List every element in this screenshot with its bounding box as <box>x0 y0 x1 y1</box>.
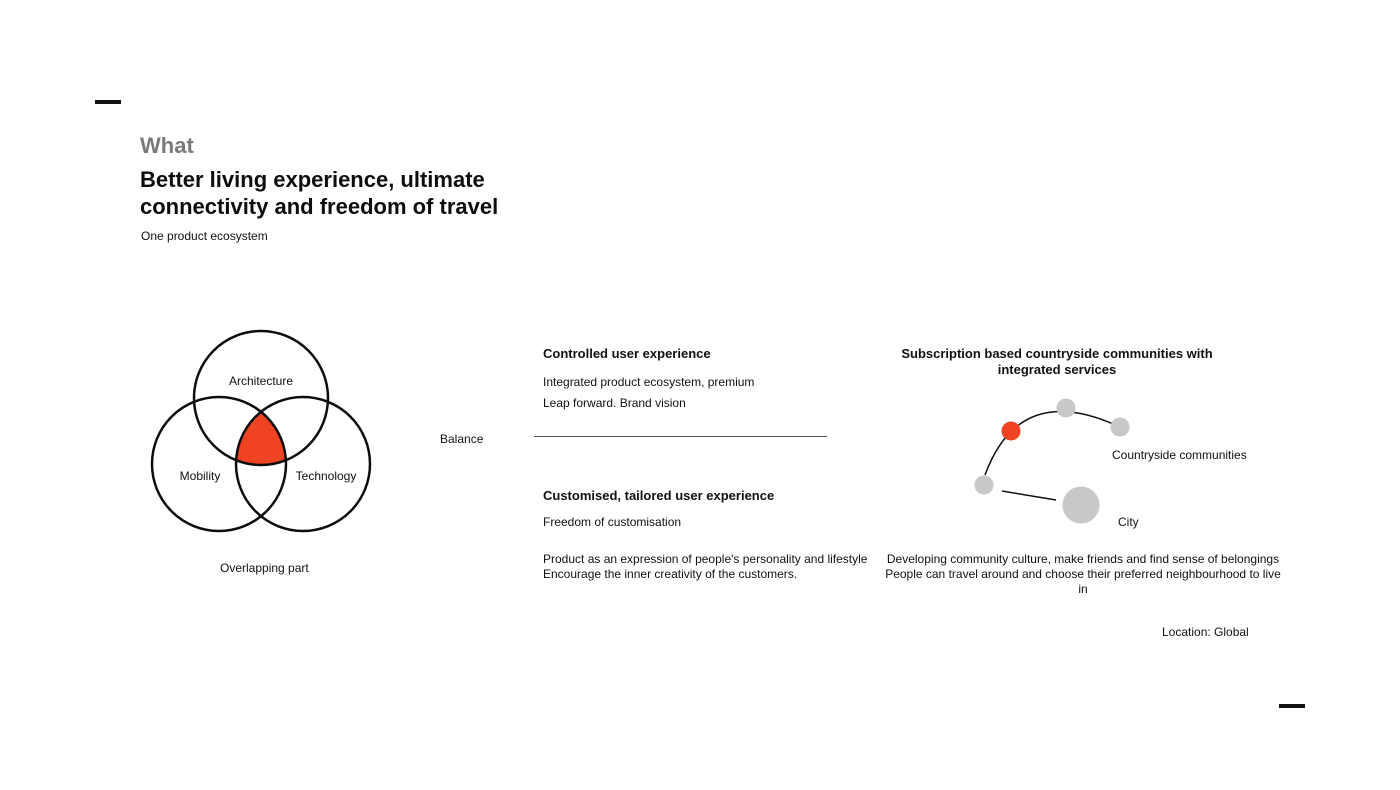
venn-caption: Overlapping part <box>220 561 309 575</box>
top-dash-mark <box>95 100 121 104</box>
balance-divider <box>534 436 827 437</box>
venn-label-mobility: Mobility <box>179 469 221 483</box>
city-label: City <box>1118 515 1139 529</box>
controlled-text-1: Integrated product ecosystem, premium <box>543 375 755 389</box>
countryside-node <box>975 476 994 495</box>
section-label: What <box>140 133 194 158</box>
venn-label-architecture: Architecture <box>228 374 294 388</box>
communities-description: Developing community culture, make friends and find sense of belongings People can travel around and choose their preferred neighbourhood to live in <box>885 552 1281 596</box>
venn-diagram <box>140 320 380 540</box>
venn-label-technology: Technology <box>295 469 357 483</box>
page-title: Better living experience, ultimate connectivity and freedom of travel <box>140 167 499 219</box>
customised-text-2: Product as an expression of people's personality and lifestyle Encourage the inner creativity of the customers. <box>543 552 868 581</box>
countryside-node <box>1057 399 1076 418</box>
page-subtitle: One product ecosystem <box>141 229 268 243</box>
customised-text-1: Freedom of customisation <box>543 515 682 529</box>
customised-heading: Customised, tailored user experience <box>543 488 775 503</box>
network-arc <box>985 411 1120 475</box>
balance-label: Balance <box>440 432 484 446</box>
countryside-label: Countryside communities <box>1112 448 1247 462</box>
countryside-node <box>1111 418 1130 437</box>
controlled-text-2: Leap forward. Brand vision <box>543 396 686 410</box>
city-node <box>1063 487 1100 524</box>
location-label: Location: Global <box>1162 625 1249 639</box>
community-network-diagram <box>960 390 1280 540</box>
active-community-node <box>1002 422 1021 441</box>
controlled-heading: Controlled user experience <box>543 346 711 361</box>
network-city-link <box>1002 491 1056 500</box>
bottom-dash-mark <box>1279 704 1305 708</box>
communities-heading: Subscription based countryside communities with integrated services <box>901 346 1213 377</box>
